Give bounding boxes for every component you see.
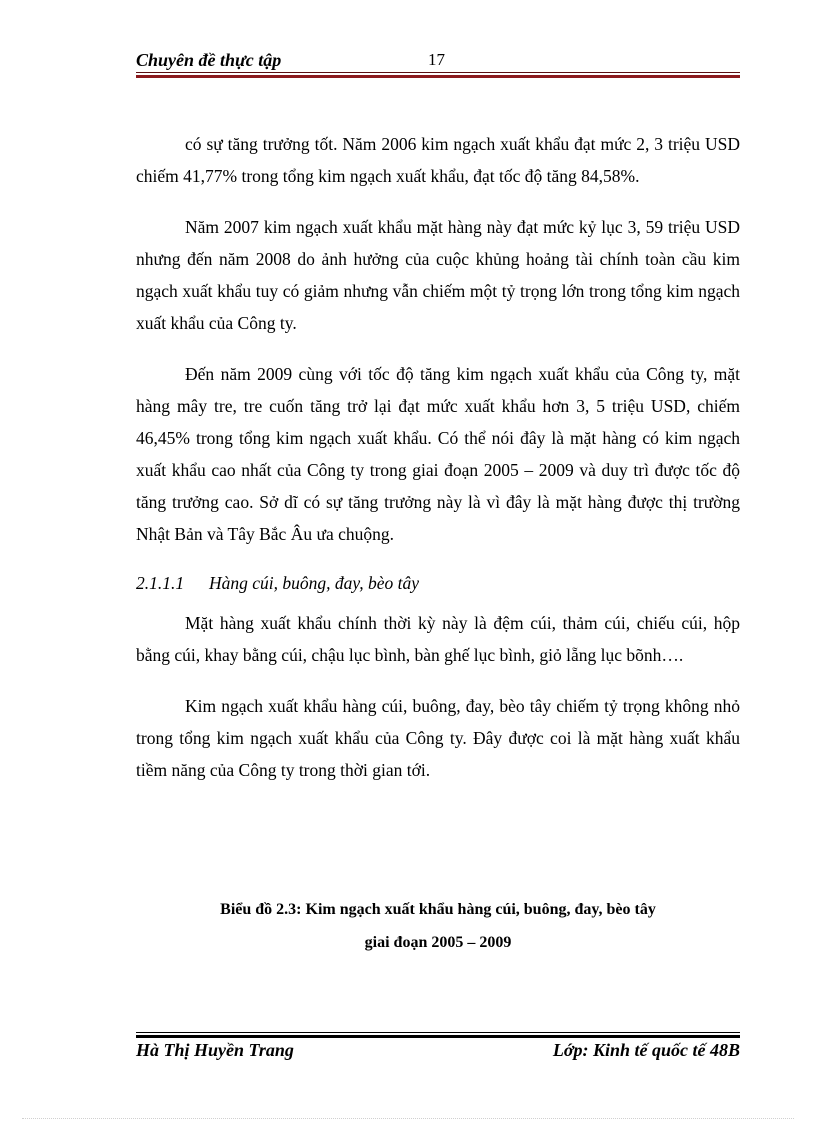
footer-divider [136,1032,740,1040]
paragraph: có sự tăng trưởng tốt. Năm 2006 kim ngạch xuất khẩu đạt mức 2, 3 triệu USD chiếm 41,77% trong tổng kim ngạch xuất khẩu, đạt tốc độ tăng 84,58%. [136,134,740,186]
footer-class: Lớp: Kinh tế quốc tế 48B [552,1040,740,1060]
section-number: 2.1.1.1 [136,573,185,593]
header-title: Chuyên đề thực tập [136,50,282,70]
page-bottom-edge [22,1118,794,1119]
paragraph: Kim ngạch xuất khẩu hàng cúi, buông, đay, bèo tây chiếm tỷ trọng không nhỏ trong tổng kim ngạch xuất khẩu của Công ty. Đây được coi là mặt hàng xuất khẩu tiềm năng của Công ty trong thời gian tới. [136,696,740,780]
paragraph: Đến năm 2009 cùng với tốc độ tăng kim ngạch xuất khẩu của Công ty, mặt hàng mây tre, tre cuốn tăng trở lại đạt mức xuất khẩu hơn 3, 5 triệu USD, chiếm 46,45% trong tổng kim ngạch xuất khẩu. Có thể nói đây là mặt hàng có kim ngạch xuất khẩu cao nhất của Công ty trong giai đoạn 2005 – 2009 và duy trì được tốc độ tăng trưởng cao. Sở dĩ có sự tăng trưởng này là vì đây là mặt hàng được thị trường Nhật Bản và Tây Bắc Âu ưa chuộng. [136,364,740,544]
figure-caption-period: giai đoạn 2005 – 2009 [364,934,512,951]
footer-author: Hà Thị Huyền Trang [136,1040,294,1060]
paragraph: Mặt hàng xuất khẩu chính thời kỳ này là đệm cúi, thảm cúi, chiếu cúi, hộp bằng cúi, khay bằng cúi, chậu lục bình, bàn ghế lục bình, giỏ lẵng lục bõnh…. [136,613,740,665]
document-body [136,128,740,959]
header-divider [136,72,740,79]
paragraph: Năm 2007 kim ngạch xuất khẩu mặt hàng này đạt mức kỷ lục 3, 59 triệu USD nhưng đến năm 2008 do ảnh hưởng của cuộc khủng hoảng tài chính toàn cầu kim ngạch xuất khẩu tuy có giảm nhưng vẫn chiếm một tỷ trọng lớn trong tổng kim ngạch xuất khẩu của Công ty. [136,217,740,333]
page-header [136,46,740,74]
page-footer [136,1040,740,1066]
section-title: Hàng cúi, buông, đay, bèo tây [209,573,419,593]
page-number: 17 [428,50,445,69]
figure-caption: Biểu đồ 2.3: Kim ngạch xuất khẩu hàng cúi, buông, đay, bèo tây [220,901,656,918]
section-heading [136,567,740,599]
